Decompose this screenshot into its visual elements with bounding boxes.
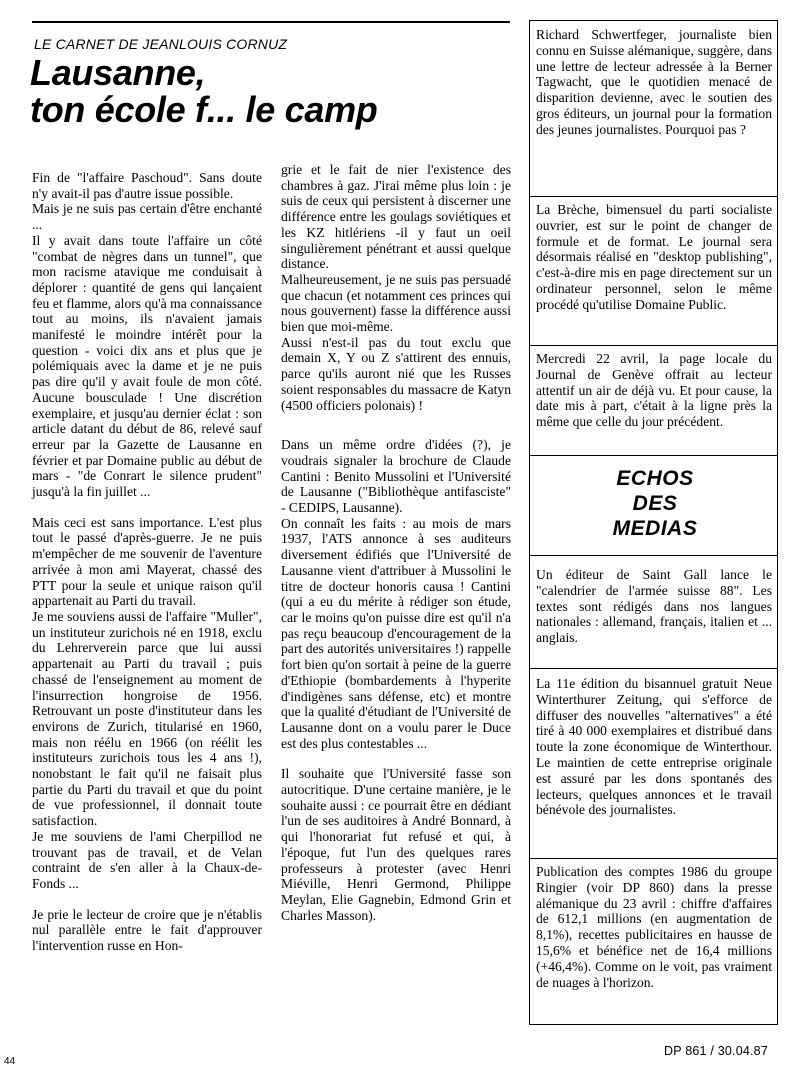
paragraph: Malheureusement, je ne suis pas persuadé que chacun (et notamment ces princes qui nous gouvernent) fasse la différence aussi bien que moi-même.: [281, 271, 511, 335]
sidebar-note-block: [536, 351, 772, 430]
page-corner-mark: 44: [4, 1056, 16, 1067]
sidebar-media-notes: [536, 567, 772, 646]
article-column-1: [32, 170, 262, 954]
heading-word: MEDIAS: [612, 517, 698, 540]
paragraph: Aussi n'est-il pas du tout exclu que demain X, Y ou Z s'attirent des ennuis, parce qu'ils auront nié que les Russes soient responsables du massacre de Katyn (4500 officiers polonais) !: [281, 334, 511, 413]
sidebar-divider: [530, 345, 777, 346]
paragraph: grie et le fait de nier l'existence des chambres à gaz. J'irai même plus loin : je suis de ceux qui persistent à discerner une différence entre les goulags soviétiques et les KZ hitlériens -il y faut un oeil singulièrement pénétrant et aussi quelque distance.: [281, 162, 511, 272]
sidebar-divider: [530, 858, 777, 859]
sidebar-divider: [530, 455, 777, 456]
paragraph: Mais ceci est sans importance. L'est plus tout le passé d'après-guerre. Je ne puis m'empêcher de me souvenir de l'aventure arrivée à mon ami Mayerat, chassé des PTT pour la seule et unique raison qu'il appartenait au Parti du travail.: [32, 514, 262, 609]
sidebar-note: Richard Schwertfeger, journaliste bien connu en Suisse alémanique, suggère, dans une lettre de lecteur adressée à la Berner Tagwacht, que le quotidien menacé de disparition devienne, avec le soutien des gros éditeurs, un journal pour la formation des jeunes journalistes. Pourquoi pas ?: [536, 27, 772, 137]
heading-word: ECHOS: [616, 467, 694, 490]
paragraph: Il souhaite que l'Université fasse son autocritique. D'une certaine manière, je le souhaite aussi : ce pourrait être en dédiant l'un de ses auditoires à André Bonnard, à qui l'honorariat fut refusé et qui, à l'époque, fut l'un des quelques rares professeurs à protester (avec Henri Miéville, Henri Germond, Philippe Meylan, Elie Gagnebin, Edmond Grin et Charles Masson).: [281, 766, 511, 923]
sidebar-note-block: [536, 202, 772, 313]
sidebar-note: La 11e édition du bisannuel gratuit Neue Winterthurer Zeitung, qui s'efforce de diffuser des nouvelles "alternatives" a été tiré à 40 000 exemplaires et distribué dans toute la zone économique de Winterthour. Le maintien de cette entreprise originale est assuré par les dons spontanés des lecteurs, quelques annonces et le travail bénévole des journalistes.: [536, 676, 772, 818]
sidebar-note: Un éditeur de Saint Gall lance le "calendrier de l'armée suisse 88". Les textes sont rédigés dans nos langues nationales : allemand, français, italien et ... anglais.: [536, 567, 772, 646]
paragraph: On connaît les faits : au mois de mars 1937, l'ATS annonce à ses auditeurs diversement édifiés que l'Université de Lausanne vient d'attribuer à Mussolini le titre de docteur honoris causa ! Cantini (qui a eu du mérite à rédiger son étude, car le moins qu'on puisse dire est qu'il n'a pas reçu beaucoup d'encouragement de la part des autorités universitaires !) rappelle fort bien qu'on sortait à peine de la guerre d'Ethiopie (bombardements à l'hyperite d'indigènes sans défense, etc) et montre que la qualité d'étudiant de l'Université de Lausanne dont on a voulu parer le Duce est des plus contestables ...: [281, 515, 511, 751]
page-footer: DP 861 / 30.04.87: [664, 1044, 768, 1058]
paragraph: Fin de "l'affaire Paschoud". Sans doute n'y avait-il pas d'autre issue possible.: [32, 170, 262, 201]
top-rule: [32, 21, 510, 23]
paragraph: Dans un même ordre d'idées (?), je voudrais signaler la brochure de Claude Cantini : Benito Mussolini et l'Université de Lausanne ("Bibliothèque antifasciste" - CEDIPS, Lausanne).: [281, 437, 511, 516]
article-column-2: [281, 162, 511, 923]
paragraph: Je me souviens aussi de l'affaire "Muller", un instituteur zurichois né en 1918, exclu du Lehrerverein parce que lui aussi appartenait au Parti du travail ; puis chassé de l'enseignement au moment de l'insurrection hongroise de 1956. Retrouvant un poste d'instituteur dans les environs de Zurich, titularisé en 1960, mais non réélu en 1966 (on réélit les instituteurs zurichois tous les 4 ans !), nonobstant le fait qu'il ne faisait plus partie du Parti du travail et que du point de vue professionnel, il donnait toute satisfaction.: [32, 608, 262, 829]
headline-line-1: Lausanne,: [30, 52, 206, 93]
sidebar-note: La Brèche, bimensuel du parti socialiste ouvrier, est sur le point de changer de formule et de format. Le journal sera désormais réalisé en "desktop publishing", c'est-à-dire mis en page directement sur un ordinateur personnel, selon le même procédé qu'utilise Domaine Public.: [536, 202, 772, 312]
sidebar-divider: [530, 196, 777, 197]
paragraph: Je prie le lecteur de croire que je n'établis nul parallèle entre le fait d'approuver l'intervention russe en Hon-: [32, 906, 262, 954]
sidebar-divider: [530, 555, 777, 556]
sidebar-note: Mercredi 22 avril, la page locale du Journal de Genève offrait au lecteur attentif un air de déjà vu. Et pour cause, la date mis à part, c'était à la ligne près la même que celle du jour précédent.: [536, 351, 772, 430]
sidebar-note-block: [536, 676, 772, 818]
sidebar-note-block: [536, 864, 772, 990]
section-heading-echos-des-medias: [590, 466, 720, 541]
paragraph: Il y avait dans toute l'affaire un côté "combat de nègres dans un tunnel", que mon racisme atavique me conduisait à déplorer : quantité de gens qui lançaient feu et flamme, alors qu'à ma connaissance tout au moins, ils n'avaient jamais manifesté le moindre intérêt pour la question - voici dix ans et plus que je polémiquais avec la dame et je ne puis pas dire qu'il y avait foule de mon côté. Aucune bousculade ! Une discrétion exemplaire, et jusqu'au dernier éclat : son article datant du début de 86, relevé sauf erreur par la Gazette de Lausanne en février et par Domaine public au début de mars - "de Conrart le silence prudent" jusqu'à la fin juillet ...: [32, 232, 262, 500]
article-headline: [30, 54, 378, 128]
heading-word: DES: [632, 492, 678, 515]
paragraph: Je me souviens de l'ami Cherpillod ne trouvant pas de travail, et de Velan contraint de s'en aller à la Chaux-de-Fonds ...: [32, 828, 262, 891]
headline-line-2: ton école f... le camp: [30, 89, 378, 130]
sidebar-divider: [530, 668, 777, 669]
paragraph: Mais je ne suis pas certain d'être enchanté ...: [32, 201, 262, 233]
sidebar-top-notes: [536, 27, 772, 138]
sidebar-note: Publication des comptes 1986 du groupe Ringier (voir DP 860) dans la presse alémanique du 23 avril : chiffre d'affaires de 612,1 millions (en augmentation de 8,1%), recettes publicitaires en hausse de 15,6% et bénéfice net de 16,4 millions (+46,4%). Comme on le voit, pas vraiment de nuages à l'horizon.: [536, 864, 772, 990]
column-kicker: LE CARNET DE JEANLOUIS CORNUZ: [34, 36, 288, 52]
